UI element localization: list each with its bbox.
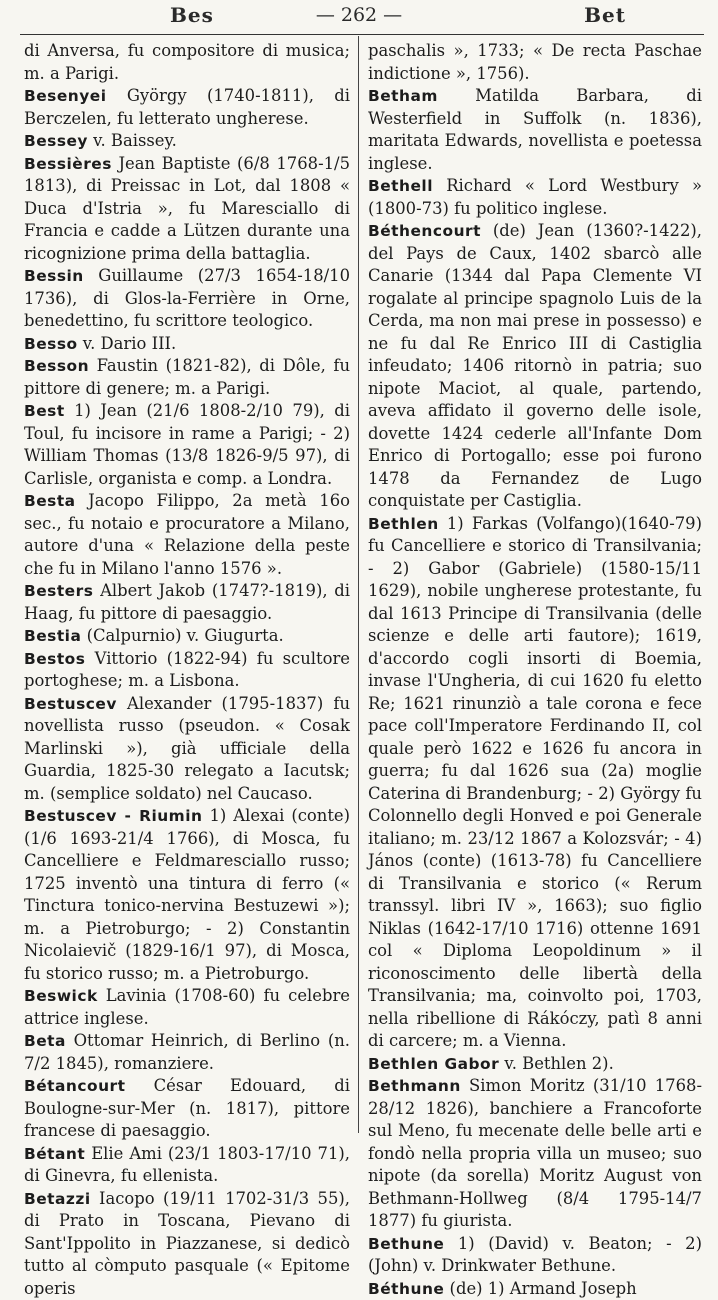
entry-headword: Bestuscev - Riumin [24, 807, 202, 825]
entry-text: Faustin (1821-82), di Dôle, fu pittore di genere; m. a Parigi. [24, 356, 350, 398]
dictionary-entry [24, 805, 350, 985]
column-divider [358, 36, 359, 1133]
dictionary-entry [368, 1278, 702, 1300]
left-column [24, 40, 350, 1300]
entry-headword: Besso [24, 335, 78, 353]
dictionary-entry [24, 153, 350, 266]
dictionary-entry [24, 130, 350, 153]
entry-text: Matilda Barbara, di Westerfield in Suffolk (n. 1836), maritata Edwards, novellista e poetessa inglese. [368, 86, 702, 173]
entry-text: Albert Jakob (1747?-1819), di Haag, fu pittore di paesaggio. [24, 581, 350, 623]
entry-headword: Best [24, 402, 65, 420]
running-head-right: Bet [584, 3, 626, 27]
entry-headword: Bétancourt [24, 1077, 125, 1095]
dictionary-entry [368, 85, 702, 175]
entry-text: 1) Farkas (Volfango)(1640-79) fu Cancelliere e storico di Transilvania; - 2) Gabor (Gabriele) (1580-15/11 1629), nobile ungherese protestante, fu dal 1613 Principe di Transilvania (delle scienze e delle arti fautore); 1619, d'accordo cogli insorti di Boemia, invase l'Ungheria, di cui 1620 fu eletto Re; 1621 rinunziò a tale corona e fece pace coll'Imperatore Ferdinando II, col quale però 1622 e 1626 fu ancora in guerra; fu dal 1626 sua (2a) moglie Caterina di Brandenburg; - 2) György fu Colonnello degli Honved e poi Generale italiano; m. 23/12 1867 a Kolozsvár; - 4) János (conte) (1613-78) fu Cancelliere di Transilvania e storico (« Rerum transsyl. libri IV », 1663); suo figlio Niklas (1642-17/10 1716) ottenne 1691 col « Diploma Leopoldinum » il riconoscimento delle libertà della Transilvania; ma, coinvolto poi, 1703, nella ribellione di Rákóczy, patì 8 anni di carcere; m. a Vienna. [368, 514, 702, 1051]
entry-headword: Beswick [24, 987, 98, 1005]
entry-text: Simon Moritz (31/10 1768-28/12 1826), banchiere a Francoforte sul Meno, fu mecenate delle belle arti e fondò nella propria villa un museo; suo nipote (da sorella) Moritz August von Bethmann-Hollweg (8/4 1795-14/7 1877) fu giurista. [368, 1076, 702, 1230]
entry-text: Jean Baptiste (6/8 1768-1/5 1813), di Preissac in Lot, dal 1808 « Duca d'Istria », fu Maresciallo di Francia e cadde a Lützen durante una ricognizione prima della battaglia. [24, 154, 350, 263]
entry-text: di Anversa, fu compositore di musica; m. a Parigi. [24, 41, 350, 83]
dictionary-entry [368, 1053, 702, 1076]
entry-text: Alexander (1795-1837) fu novellista russo (pseudon. « Cosak Marlinski »), già ufficiale della Guardia, 1825-30 relegato a Iacutsk; m. (semplice soldato) nel Caucaso. [24, 694, 350, 803]
entry-text: (de) 1) Armand Joseph [444, 1279, 636, 1298]
dictionary-entry [24, 490, 350, 580]
dictionary-entry [24, 693, 350, 806]
entry-headword: Besenyei [24, 87, 106, 105]
right-column [368, 40, 702, 1300]
dictionary-entry [24, 333, 350, 356]
entry-headword: Besters [24, 582, 93, 600]
dictionary-entry [368, 1075, 702, 1233]
entry-text: Ottomar Heinrich, di Berlino (n. 7/2 1845), romanziere. [24, 1031, 350, 1073]
entry-text: 1) Jean (21/6 1808-2/10 79), di Toul, fu incisore in rame a Parigi; - 2) William Thomas (13/8 1826-9/5 97), di Carlisle, organista e comp. a Londra. [24, 401, 350, 488]
entry-text: Jacopo Filippo, 2a metà 16o sec., fu notaio e procuratore a Milano, autore d'una « Relazione della peste che fu in Milano l'anno 1576 ». [24, 491, 350, 578]
entry-text: 1) Alexai (conte) (1/6 1693-21/4 1766), di Mosca, fu Cancelliere e Feldmaresciallo russo; 1725 inventò una tintura di ferro (« Tinctura tonico-nervina Bestuzewi »); m. a Pietroburgo; - 2) Constantin Nicolaievič (1829-16/1 97), di Mosca, fu storico russo; m. a Pietroburgo. [24, 806, 350, 983]
dictionary-entry [24, 1188, 350, 1300]
entry-text: César Edouard, di Boulogne-sur-Mer (n. 1817), pittore francese di paesaggio. [24, 1076, 350, 1140]
dictionary-entry [368, 175, 702, 220]
dictionary-entry [24, 1030, 350, 1075]
entry-headword: Bethmann [368, 1077, 461, 1095]
entry-text: (de) Jean (1360?-1422), del Pays de Caux, 1402 sbarcò alle Canarie (1344 dal Papa Clemente VI rogalate al principe spagnolo Luis de la Cerda, ma non mai prese in possesso) e ne fu dal Re Enrico III di Castiglia infeudato; 1406 ritornò in patria; suo nipote Maciot, al quale, partendo, aveva affidato il governo delle isole, dovette 1424 cederle all'Infante Dom Enrico di Portogallo; esse poi furono 1478 da Fernandez de Lugo conquistate per Castiglia. [368, 221, 702, 510]
entry-text: Elie Ami (23/1 1803-17/10 71), di Ginevra, fu ellenista. [24, 1144, 350, 1186]
page-number: — 262 — [316, 4, 402, 26]
entry-headword: Bestos [24, 650, 85, 668]
entry-headword: Bethune [368, 1235, 444, 1253]
entry-headword: Béthune [368, 1280, 444, 1298]
dictionary-entry [368, 40, 702, 85]
dictionary-entry [24, 1075, 350, 1143]
entry-headword: Bestuscev [24, 695, 117, 713]
dictionary-entry [24, 625, 350, 648]
entry-text: György (1740-1811), di Berczelen, fu letterato ungherese. [24, 86, 350, 128]
entry-headword: Betazzi [24, 1190, 91, 1208]
header-rule [20, 34, 704, 35]
entry-headword: Béthencourt [368, 222, 481, 240]
entry-headword: Bestia [24, 627, 81, 645]
dictionary-entry [24, 265, 350, 333]
entry-headword: Bethlen [368, 515, 439, 533]
running-head-left: Bes [170, 3, 214, 27]
entry-headword: Betham [368, 87, 438, 105]
entry-headword: Bethell [368, 177, 433, 195]
entry-headword: Besta [24, 492, 76, 510]
dictionary-entry [24, 85, 350, 130]
entry-text: Vittorio (1822-94) fu scultore portoghese; m. a Lisbona. [24, 649, 350, 691]
entry-text: Lavinia (1708-60) fu celebre attrice inglese. [24, 986, 350, 1028]
dictionary-entry [24, 400, 350, 490]
entry-text: 1) (David) v. Beaton; - 2) (John) v. Drinkwater Bethune. [368, 1234, 702, 1276]
entry-headword: Bessières [24, 155, 112, 173]
entry-text: Guillaume (27/3 1654-18/10 1736), di Glos-la-Ferrière in Orne, benedettino, fu scrittore teologico. [24, 266, 350, 330]
entry-text: v. Dario III. [78, 334, 177, 353]
entry-headword: Beta [24, 1032, 66, 1050]
entry-text: Iacopo (19/11 1702-31/3 55), di Prato in Toscana, Pievano di Sant'Ippolito in Piazzanese, si dedicò tutto al còmputo pasquale (« Epitome operis [24, 1189, 350, 1298]
dictionary-entry [24, 580, 350, 625]
dictionary-entry [368, 513, 702, 1053]
entry-text: paschalis », 1733; « De recta Paschae indictione », 1756). [368, 41, 702, 83]
dictionary-entry [24, 985, 350, 1030]
dictionary-entry [24, 648, 350, 693]
dictionary-entry [24, 40, 350, 85]
dictionary-entry [368, 220, 702, 513]
entry-text: Richard « Lord Westbury » (1800-73) fu politico inglese. [368, 176, 702, 218]
entry-headword: Bethlen Gabor [368, 1055, 499, 1073]
entry-headword: Bessey [24, 132, 88, 150]
entry-headword: Bétant [24, 1145, 85, 1163]
dictionary-entry [368, 1233, 702, 1278]
page-header [0, 0, 718, 30]
entry-headword: Besson [24, 357, 89, 375]
entry-headword: Bessin [24, 267, 84, 285]
dictionary-entry [24, 355, 350, 400]
entry-text: (Calpurnio) v. Giugurta. [81, 626, 283, 645]
entry-text: v. Baissey. [88, 131, 177, 150]
entry-text: v. Bethlen 2). [499, 1054, 614, 1073]
dictionary-entry [24, 1143, 350, 1188]
